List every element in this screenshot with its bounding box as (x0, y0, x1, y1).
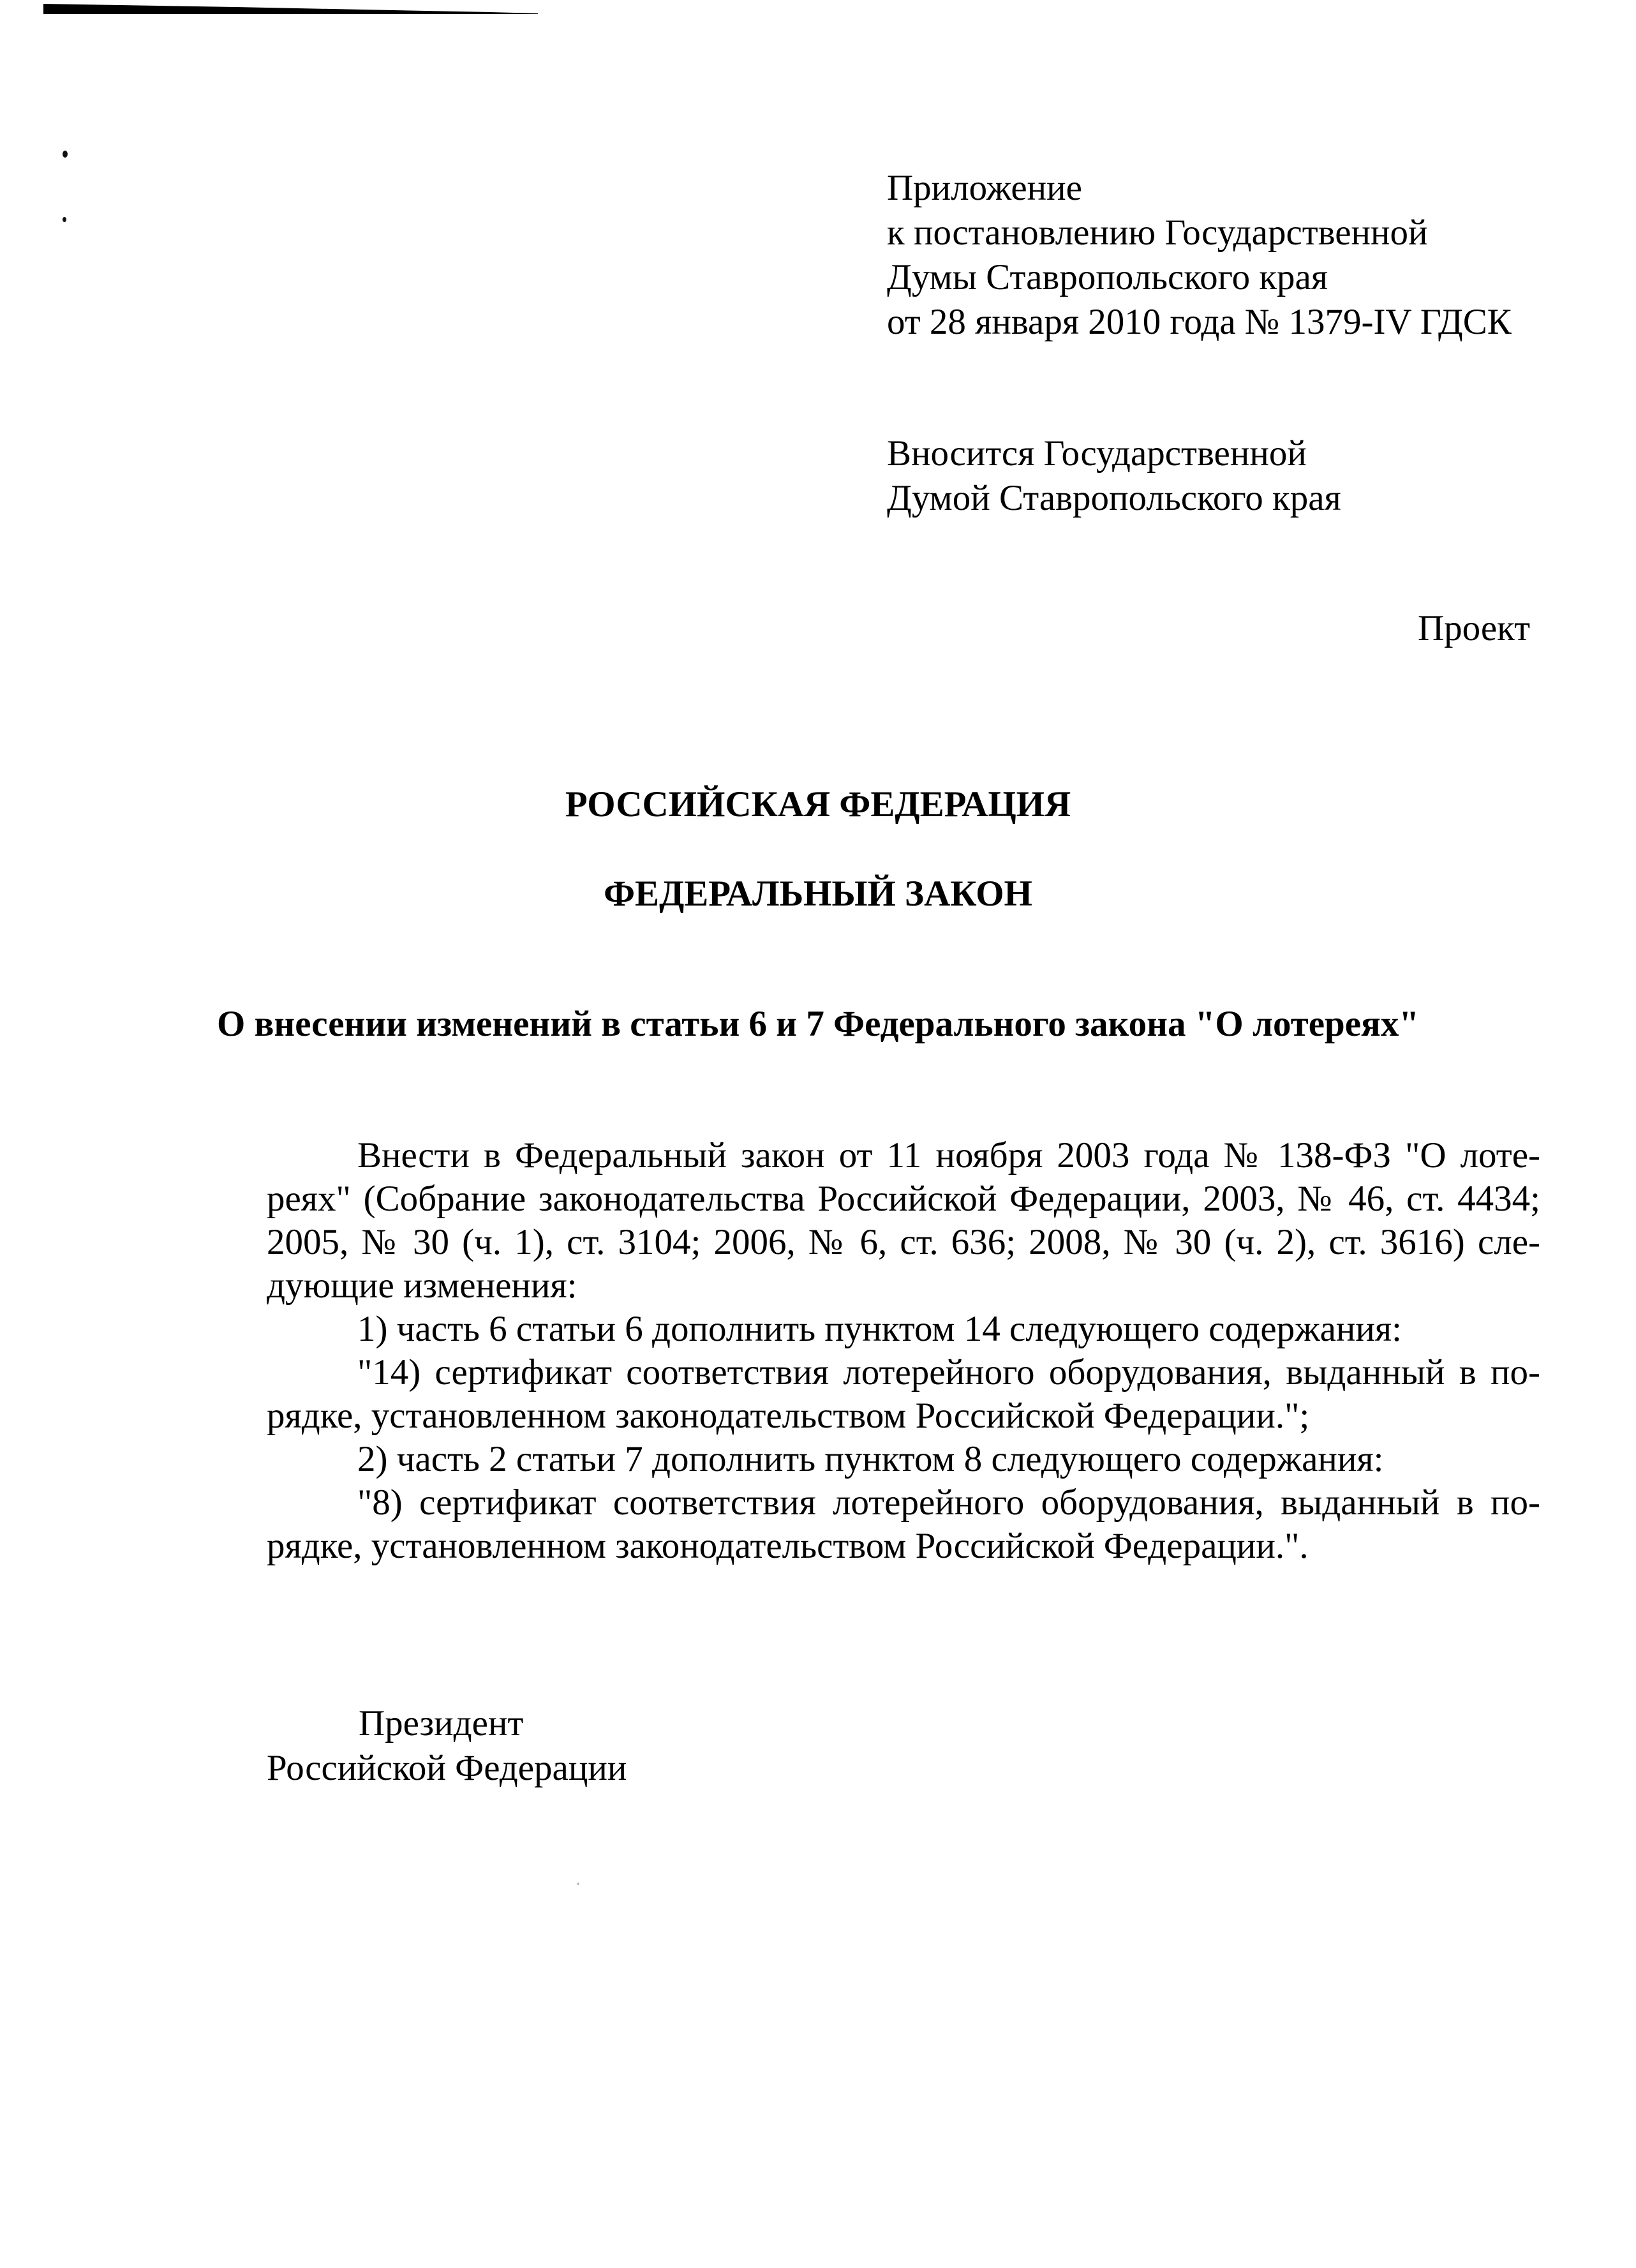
signature-title: Российской Федерации (267, 1748, 627, 1788)
scan-edge-mark (43, 4, 538, 18)
attachment-line: от 28 января 2010 года № 1379-IV ГДСК (887, 302, 1512, 342)
body-line: дующие изменения: (267, 1265, 577, 1306)
body-line: 2005, № 30 (ч. 1), ст. 3104; 2006, № 6, ст. 636; 2008, № 30 (ч. 2), ст. 3616) сле- (267, 1222, 1540, 1262)
submitted-by-line: Вносится Государственной (887, 433, 1307, 474)
amendment-text: рядке, установленном законодательством Российской Федерации."; (267, 1396, 1310, 1436)
amendment-item: 2) часть 2 статьи 7 дополнить пунктом 8 следующего содержания: (357, 1439, 1384, 1479)
draft-label: Проект (1418, 608, 1531, 648)
amendment-text: "14) сертификат соответствия лотерейного оборудования, выданный в по- (357, 1352, 1540, 1392)
amendment-text: "8) сертификат соответствия лотерейного оборудования, выданный в по- (357, 1482, 1540, 1523)
attachment-line: Приложение (887, 168, 1082, 208)
signature-title: Президент (359, 1703, 524, 1743)
body-line: Внести в Федеральный закон от 11 ноября 2003 года № 138-ФЗ "О лоте- (357, 1135, 1540, 1175)
scan-speck (63, 151, 68, 158)
law-title: О внесении изменений в статьи 6 и 7 Федерального закона "О лотереях" (217, 1004, 1419, 1044)
country-heading: РОССИЙСКАЯ ФЕДЕРАЦИЯ (565, 784, 1071, 824)
scan-speck (577, 1883, 579, 1885)
attachment-line: Думы Ставропольского края (887, 257, 1328, 297)
document-type-heading: ФЕДЕРАЛЬНЫЙ ЗАКОН (604, 874, 1032, 914)
attachment-line: к постановлению Государственной (887, 213, 1428, 253)
amendment-item: 1) часть 6 статьи 6 дополнить пунктом 14 следующего содержания: (357, 1309, 1402, 1349)
amendment-text: рядке, установленном законодательством Российской Федерации.". (267, 1526, 1309, 1566)
body-line: реях" (Собрание законодательства Российской Федерации, 2003, № 46, ст. 4434; (267, 1179, 1540, 1219)
submitted-by-line: Думой Ставропольского края (887, 478, 1341, 518)
scan-speck (63, 217, 66, 222)
